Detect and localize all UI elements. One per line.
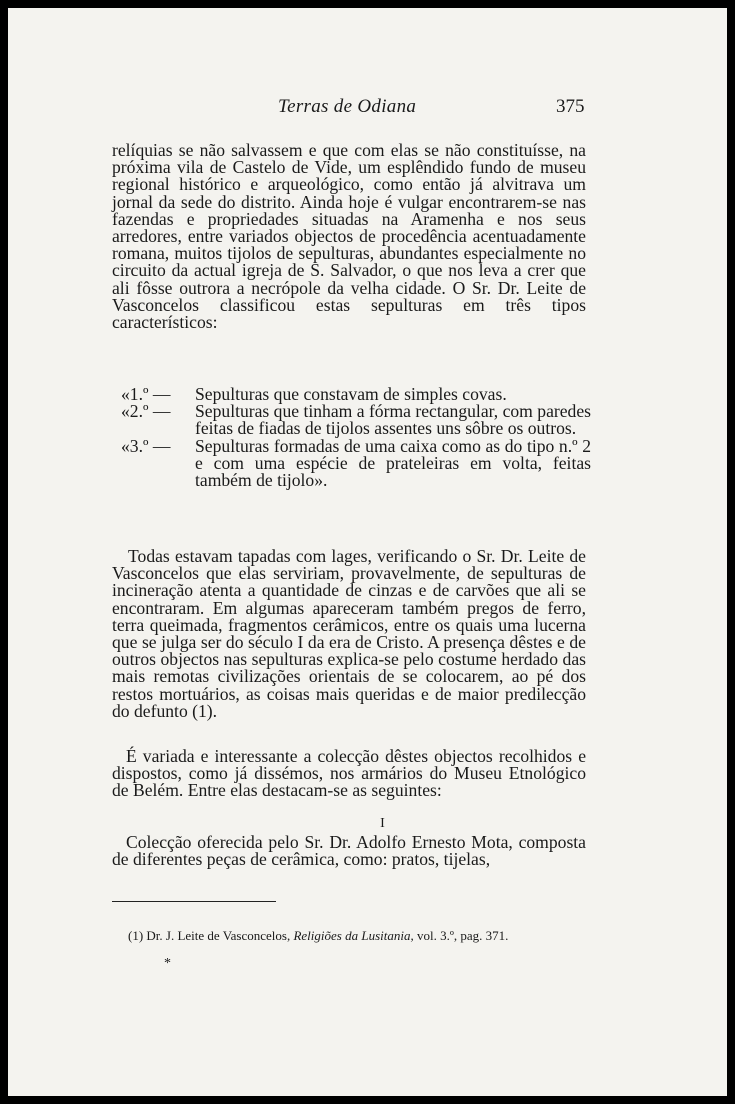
intro-paragraph: relíquias se não salvassem e que com elas se não constituísse, na próxima vila de Castelo de Vide, um esplêndido fundo de museu regional histórico e arqueológico, como então já alvitrava um jornal da sede do distrito. Ainda hoje é vulgar encontrarem-se nas fazendas e propriedades situadas na Aramenha e nos seus arredores, entre variados objectos de procedência acentuadamente romana, muitos tijolos de sepulturas, abundantes especialmente no circuito da actual igreja de S. Salvador, o que nos leva a crer que ali fôsse outrora a necrópole da velha cidade. O Sr. Dr. Leite de Vasconcelos classificou estas sepulturas em três tipos característicos:	[112, 140, 586, 333]
footnote-work-title: Religiões da Lusitania,	[293, 928, 414, 943]
paragraph-3: É variada e interessante a colecção dêstes objectos recolhidos e dispostos, como já dissémos, nos armários do Museu Etnológico de Belém. Entre elas destacam-se as seguintes:	[112, 746, 586, 801]
footnote-suffix: vol. 3.º, pag. 371.	[413, 928, 509, 943]
sepulture-types-list	[121, 386, 591, 489]
list-text: Sepulturas que constavam de simples covas.	[195, 384, 507, 404]
section-numeral: I	[380, 816, 385, 831]
footnote-rule	[112, 901, 276, 902]
list-text: Sepulturas que tinham a fórma rectangular, com paredes feitas de fiadas de tijolos assentes uns sôbre os outros.	[195, 401, 591, 439]
list-marker: «2.º —	[121, 401, 171, 422]
footnote	[114, 928, 586, 943]
asterisk-mark: *	[164, 956, 171, 971]
list-marker: «1.º —	[121, 384, 171, 404]
page-number: 375	[556, 96, 585, 117]
paragraph-4: Colecção oferecida pelo Sr. Dr. Adolfo Ernesto Mota, composta de diferentes peças de cerâmica, como: pratos, tijelas,	[112, 832, 586, 870]
list-marker: «3.º —	[121, 435, 171, 456]
page-header	[8, 96, 727, 126]
list-item	[121, 403, 591, 437]
book-page	[8, 8, 727, 1096]
list-text: Sepulturas formadas de uma caixa como as do tipo n.º 2 e com uma espécie de prateleiras em volta, feitas também de tijolo».	[195, 435, 591, 491]
running-title: Terras de Odiana	[278, 96, 417, 117]
footnote-prefix: (1) Dr. J. Leite de Vasconcelos,	[128, 928, 294, 943]
list-item	[121, 435, 591, 491]
paragraph-2: Todas estavam tapadas com lages, verificando o Sr. Dr. Leite de Vasconcelos que elas serviriam, provavelmente, de sepulturas de incineração atenta a quantidade de cinzas e de carvões que ali se encontraram. Em algumas apareceram também pregos de ferro, terra queimada, fragmentos cerâmicos, entre os quais uma lucerna que se julga ser do século I da era de Cristo. A presença dêstes e de outros objectos nas sepulturas explica-se pelo costume herdado das mais remotas civilizações orientais de se colocarem, ao pé dos restos mortuários, as coisas mais queridas e de maior predilecção do defunto (1).	[112, 546, 586, 721]
